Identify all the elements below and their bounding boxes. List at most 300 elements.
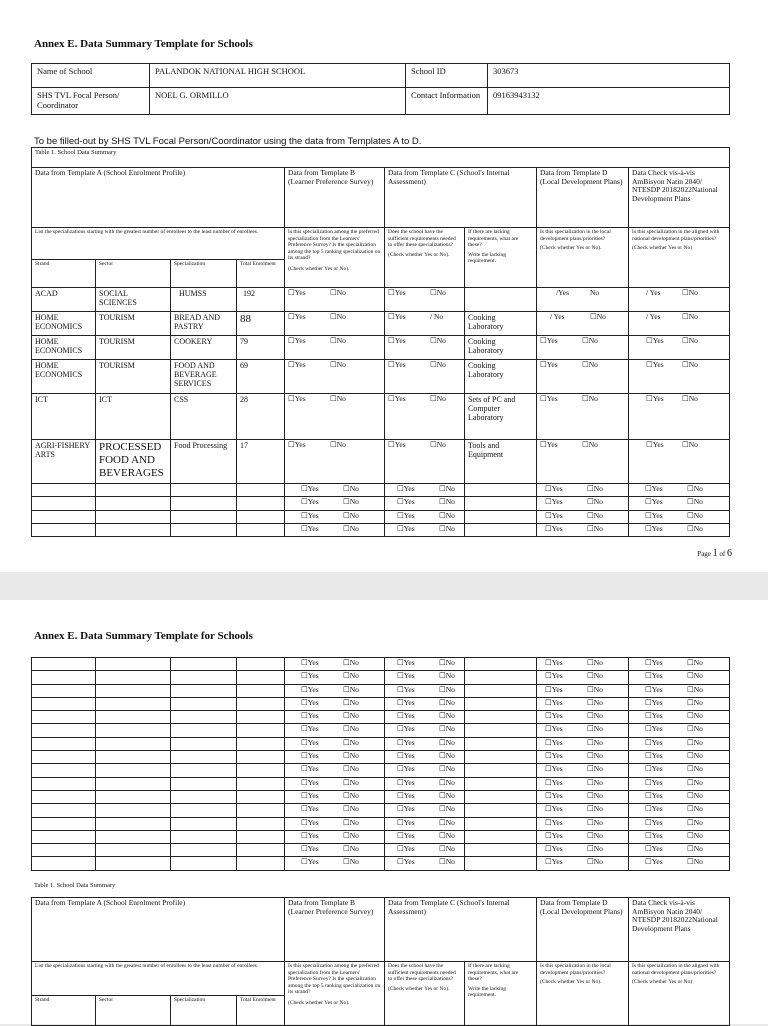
cell-specialization: BREAD AND PASTRY <box>171 312 237 336</box>
checkbox-yes[interactable]: ☐Yes <box>545 497 563 507</box>
checkbox-yes[interactable]: ☐Yes <box>545 697 563 707</box>
data-check-note: (Check whether Yes or No) <box>632 245 693 252</box>
empty-cell <box>237 684 285 697</box>
page-number <box>697 548 732 559</box>
checkbox-yes[interactable]: ☐Yes <box>397 671 415 681</box>
checkbox-no[interactable]: ☐No <box>587 684 603 694</box>
checkbox-yes[interactable]: ☐Yes <box>545 484 563 493</box>
empty-cell <box>237 751 285 764</box>
checkbox-yes[interactable]: ☐Yes <box>397 484 415 493</box>
empty-row <box>32 510 730 523</box>
checkbox-no[interactable]: ☐No <box>687 764 703 774</box>
checkbox-yes[interactable]: ☐Yes <box>646 336 664 345</box>
template-c-lacking <box>465 228 537 288</box>
checkbox-yes[interactable]: / Yes <box>646 288 661 297</box>
cell-total: 17 <box>237 440 285 484</box>
cell-specialization: HUMSS <box>171 288 237 312</box>
empty-cell <box>32 844 96 857</box>
checkbox-yes[interactable]: ☐Yes <box>397 751 415 761</box>
checkbox-yes[interactable]: ☐Yes <box>545 790 563 800</box>
checkbox-yes[interactable]: ☐Yes <box>388 440 406 449</box>
checkbox-no[interactable]: ☐No <box>587 671 603 681</box>
checkbox-yes[interactable]: ☐Yes <box>301 658 319 667</box>
checkbox-no[interactable]: ☐No <box>587 844 603 854</box>
checkbox-no[interactable]: ☐No <box>587 804 603 814</box>
checkbox-yes[interactable]: ☐Yes <box>388 394 406 403</box>
checkbox-yes[interactable]: ☐Yes <box>301 790 319 800</box>
checkbox-no[interactable]: ☐No <box>430 336 446 345</box>
empty-cell <box>96 671 171 684</box>
checkbox-no[interactable]: ☐No <box>439 697 455 707</box>
empty-cell <box>32 830 96 843</box>
cell-sector: SOCIAL SCIENCES <box>96 288 171 312</box>
checkbox-yes[interactable]: ☐Yes <box>301 830 319 840</box>
checkbox-no[interactable]: ☐No <box>587 777 603 787</box>
checkbox-yes[interactable]: ☐Yes <box>301 764 319 774</box>
checkbox-no[interactable]: ☐No <box>587 497 603 507</box>
checkbox-no[interactable]: ☐No <box>330 360 346 369</box>
checkbox-yes[interactable]: ☐Yes <box>645 737 663 747</box>
checkbox-no[interactable]: ☐No <box>439 671 455 681</box>
checkbox-yes[interactable]: ☐Yes <box>545 671 563 681</box>
checkbox-no[interactable]: ☐No <box>587 857 603 867</box>
checkbox-no[interactable]: ☐No <box>587 711 603 721</box>
checkbox-no[interactable]: ☐No <box>587 817 603 827</box>
checkbox-no[interactable]: ☐No <box>343 790 359 800</box>
checkbox-no[interactable]: ☐No <box>343 497 359 507</box>
checkbox-yes[interactable]: ☐Yes <box>301 523 319 533</box>
checkbox-yes[interactable]: / Yes <box>550 312 565 321</box>
checkbox-yes[interactable]: ☐Yes <box>645 658 663 667</box>
cell-template-d-check <box>537 724 629 737</box>
empty-cell <box>237 830 285 843</box>
checkbox-no[interactable]: ☐No <box>343 671 359 681</box>
empty-row <box>32 497 730 510</box>
checkbox-no[interactable]: ☐No <box>343 737 359 747</box>
cell-template-d-check <box>537 777 629 790</box>
checkbox-yes[interactable]: ☐Yes <box>397 684 415 694</box>
checkbox-no[interactable]: ☐No <box>687 777 703 787</box>
checkbox-no[interactable]: ☐No <box>682 440 698 449</box>
cell-lacking-requirement <box>465 711 537 724</box>
cell-specialization: Food Processing <box>171 440 237 484</box>
cell-template-d-check <box>537 510 629 523</box>
cell-data-check <box>629 830 730 843</box>
checkbox-yes[interactable]: ☐Yes <box>397 711 415 721</box>
cell-template-c-check <box>385 523 465 536</box>
checkbox-yes[interactable]: ☐Yes <box>540 440 558 449</box>
template-b-question <box>285 228 385 288</box>
cell-data-check <box>629 484 730 497</box>
checkbox-yes[interactable]: ☐Yes <box>545 751 563 761</box>
checkbox-no[interactable]: ☐No <box>439 737 455 747</box>
checkbox-yes[interactable]: ☐Yes <box>645 523 663 533</box>
checkbox-no[interactable]: ☐No <box>687 497 703 507</box>
checkbox-yes[interactable]: ☐Yes <box>301 711 319 721</box>
checkbox-no[interactable]: ☐No <box>343 777 359 787</box>
checkbox-no[interactable]: ☐No <box>430 288 446 297</box>
checkbox-no[interactable]: ☐No <box>682 312 698 321</box>
checkbox-yes[interactable]: ☐Yes <box>301 484 319 493</box>
checkbox-no[interactable]: ☐No <box>687 684 703 694</box>
checkbox-no[interactable]: ☐No <box>687 751 703 761</box>
empty-cell <box>96 764 171 777</box>
checkbox-yes[interactable]: ☐Yes <box>645 751 663 761</box>
checkbox-no[interactable]: ☐No <box>343 697 359 707</box>
checkbox-no[interactable]: ☐No <box>587 724 603 734</box>
checkbox-no[interactable]: ☐No <box>587 510 603 520</box>
checkbox-yes[interactable]: ☐Yes <box>645 484 663 493</box>
checkbox-no[interactable]: ☐No <box>330 336 346 345</box>
cell-lacking-requirement <box>465 857 537 870</box>
checkbox-yes[interactable]: ☐Yes <box>645 497 663 507</box>
empty-cell <box>96 830 171 843</box>
checkbox-no[interactable]: ☐No <box>343 751 359 761</box>
checkbox-no[interactable]: ☐No <box>687 830 703 840</box>
checkbox-yes[interactable]: ☐Yes <box>646 394 664 403</box>
checkbox-yes[interactable]: ☐Yes <box>645 777 663 787</box>
checkbox-yes[interactable]: ☐Yes <box>397 804 415 814</box>
checkbox-no[interactable]: ☐No <box>687 804 703 814</box>
checkbox-no[interactable]: ☐No <box>582 440 598 449</box>
empty-cell <box>32 857 96 870</box>
checkbox-yes[interactable]: ☐Yes <box>301 817 319 827</box>
checkbox-yes[interactable]: /Yes <box>556 288 569 297</box>
checkbox-no[interactable]: ☐No <box>439 484 455 493</box>
empty-cell <box>32 817 96 830</box>
checkbox-yes[interactable]: ☐Yes <box>288 288 306 297</box>
checkbox-no[interactable]: ☐No <box>439 724 455 734</box>
table-row <box>32 440 730 484</box>
checkbox-yes[interactable]: ☐Yes <box>545 711 563 721</box>
checkbox-no[interactable]: ☐No <box>343 724 359 734</box>
checkbox-yes[interactable]: ☐Yes <box>645 697 663 707</box>
checkbox-no[interactable]: ☐No <box>587 764 603 774</box>
checkbox-no[interactable]: ☐No <box>330 440 346 449</box>
checkbox-no[interactable]: ☐No <box>343 857 359 867</box>
document-page-2 <box>0 600 768 1024</box>
checkbox-yes[interactable]: ☐Yes <box>397 790 415 800</box>
checkbox-yes[interactable]: ☐Yes <box>288 336 306 345</box>
template-c-question <box>385 962 465 1026</box>
cell-data-check <box>629 510 730 523</box>
checkbox-yes[interactable]: ☐Yes <box>301 510 319 520</box>
checkbox-yes[interactable]: ☐Yes <box>301 684 319 694</box>
cell-template-c-check <box>385 857 465 870</box>
checkbox-no[interactable]: ☐No <box>343 658 359 667</box>
checkbox-no[interactable]: ☐No <box>687 790 703 800</box>
checkbox-no[interactable]: ☐No <box>330 288 346 297</box>
contact-label: Contact Information <box>406 88 488 115</box>
checkbox-no[interactable]: ☐No <box>687 671 703 681</box>
checkbox-yes[interactable]: ☐Yes <box>645 857 663 867</box>
checkbox-no[interactable]: ☐No <box>439 790 455 800</box>
cell-template-b-check <box>285 671 385 684</box>
checkbox-yes[interactable]: ☐Yes <box>645 817 663 827</box>
checkbox-yes[interactable]: ☐Yes <box>301 751 319 761</box>
checkbox-yes[interactable]: ☐Yes <box>397 777 415 787</box>
checkbox-no[interactable]: ☐No <box>587 790 603 800</box>
checkbox-yes[interactable]: ☐Yes <box>397 817 415 827</box>
checkbox-yes[interactable]: ☐Yes <box>545 764 563 774</box>
empty-cell <box>96 697 171 710</box>
checkbox-no[interactable]: ☐No <box>587 751 603 761</box>
checkbox-yes[interactable]: ☐Yes <box>646 440 664 449</box>
checkbox-no[interactable]: ☐No <box>682 336 698 345</box>
checkbox-no[interactable]: ☐No <box>343 711 359 721</box>
checkbox-no[interactable]: / No <box>430 312 444 321</box>
table-row <box>32 394 730 440</box>
checkbox-no[interactable]: ☐No <box>682 360 698 369</box>
checkbox-no[interactable]: ☐No <box>343 484 359 493</box>
empty-cell <box>237 844 285 857</box>
header-template-b-title: Data from Template B (Learner Preference Survey) <box>288 168 374 186</box>
checkbox-yes[interactable]: ☐Yes <box>645 844 663 854</box>
checkbox-no[interactable]: ☐No <box>582 360 598 369</box>
template-c-question <box>385 228 465 288</box>
checkbox-no[interactable]: ☐No <box>343 523 359 533</box>
template-c-lacking-note: Write the lacking requirement. <box>468 251 506 265</box>
cell-template-b-check <box>285 510 385 523</box>
cell-template-d-check <box>537 440 629 484</box>
checkbox-yes[interactable]: ☐Yes <box>540 360 558 369</box>
page-label: Page <box>697 550 711 558</box>
checkbox-no[interactable]: ☐No <box>587 484 603 493</box>
checkbox-yes[interactable]: ☐Yes <box>397 697 415 707</box>
checkbox-yes[interactable]: ☐Yes <box>397 497 415 507</box>
checkbox-yes[interactable]: ☐Yes <box>288 360 306 369</box>
data-check-question-text: Is this specialization in the aligned with national development plans/priorities? <box>632 963 720 976</box>
checkbox-yes[interactable]: ☐Yes <box>545 724 563 734</box>
checkbox-yes[interactable]: ☐Yes <box>397 857 415 867</box>
cell-template-b-check <box>285 764 385 777</box>
checkbox-yes[interactable]: / Yes <box>646 312 661 321</box>
template-d-question <box>537 228 629 288</box>
checkbox-no[interactable]: ☐No <box>343 830 359 840</box>
checkbox-no[interactable]: ☐No <box>687 737 703 747</box>
checkbox-yes[interactable]: ☐Yes <box>288 312 306 321</box>
empty-cell <box>32 523 96 536</box>
checkbox-no[interactable]: ☐No <box>587 523 603 533</box>
checkbox-no[interactable]: ☐No <box>439 804 455 814</box>
checkbox-yes[interactable]: ☐Yes <box>397 844 415 854</box>
checkbox-yes[interactable]: ☐Yes <box>645 804 663 814</box>
checkbox-yes[interactable]: ☐Yes <box>545 737 563 747</box>
empty-cell <box>171 857 237 870</box>
col-total-enrolment-header: Total Enrolment <box>237 260 285 288</box>
checkbox-no[interactable]: ☐No <box>430 394 446 403</box>
checkbox-no[interactable]: ☐No <box>430 440 446 449</box>
checkbox-no[interactable]: ☐No <box>439 857 455 867</box>
template-b-question <box>285 962 385 1026</box>
empty-cell <box>96 751 171 764</box>
checkbox-no[interactable]: ☐No <box>439 510 455 520</box>
cell-data-check <box>629 671 730 684</box>
cell-strand: HOME ECONOMICS <box>32 312 96 336</box>
checkbox-yes[interactable]: ☐Yes <box>301 844 319 854</box>
cell-strand: ICT <box>32 394 96 440</box>
checkbox-yes[interactable]: ☐Yes <box>397 523 415 533</box>
checkbox-no[interactable]: ☐No <box>439 751 455 761</box>
cell-lacking-requirement <box>465 737 537 750</box>
checkbox-yes[interactable]: ☐Yes <box>645 724 663 734</box>
checkbox-no[interactable]: ☐No <box>439 777 455 787</box>
checkbox-no[interactable]: ☐No <box>343 764 359 774</box>
cell-template-d-check <box>537 737 629 750</box>
cell-template-b-check <box>285 336 385 360</box>
checkbox-yes[interactable]: ☐Yes <box>301 724 319 734</box>
checkbox-no[interactable]: ☐No <box>590 312 606 321</box>
checkbox-yes[interactable]: ☐Yes <box>288 440 306 449</box>
checkbox-yes[interactable]: ☐Yes <box>388 288 406 297</box>
checkbox-yes[interactable]: ☐Yes <box>645 671 663 681</box>
checkbox-yes[interactable]: ☐Yes <box>645 790 663 800</box>
template-b-question-text: Is this specialization among the preferred specialization from the Learners' Preference Survey? Is the specialization among the top 5 ranking specialization on its strand? <box>288 963 381 996</box>
checkbox-yes[interactable]: ☐Yes <box>545 523 563 533</box>
empty-cell <box>32 764 96 777</box>
checkbox-yes[interactable]: ☐Yes <box>397 510 415 520</box>
empty-cell <box>32 497 96 510</box>
checkbox-yes[interactable]: ☐Yes <box>301 804 319 814</box>
checkbox-no[interactable]: ☐No <box>439 830 455 840</box>
checkbox-no[interactable]: ☐No <box>439 844 455 854</box>
empty-cell <box>96 497 171 510</box>
template-b-check-note: (Check whether Yes or No). <box>288 265 350 272</box>
checkbox-no[interactable]: ☐No <box>682 394 698 403</box>
cell-template-d-check <box>537 857 629 870</box>
cell-template-c-check <box>385 484 465 497</box>
checkbox-no[interactable]: ☐No <box>687 724 703 734</box>
checkbox-yes[interactable]: ☐Yes <box>301 671 319 681</box>
cell-template-c-check <box>385 510 465 523</box>
checkbox-no[interactable]: ☐No <box>587 830 603 840</box>
checkbox-no[interactable]: ☐No <box>343 804 359 814</box>
checkbox-yes[interactable]: ☐Yes <box>301 857 319 867</box>
empty-cell <box>171 764 237 777</box>
checkbox-yes[interactable]: ☐Yes <box>645 830 663 840</box>
cell-template-d-check <box>537 711 629 724</box>
template-c-question-text: Does the school have the sufficient requirements needed to offer these specializations? <box>388 963 456 983</box>
cell-template-b-check <box>285 658 385 671</box>
checkbox-yes[interactable]: ☐Yes <box>545 844 563 854</box>
checkbox-no[interactable]: ☐No <box>687 510 703 520</box>
cell-template-c-check <box>385 440 465 484</box>
data-check-question-text: Is this specialization in the aligned with national development plans/priorities? <box>632 229 720 242</box>
checkbox-no[interactable]: ☐No <box>582 394 598 403</box>
checkbox-no[interactable]: ☐No <box>343 684 359 694</box>
checkbox-no[interactable]: ☐No <box>439 764 455 774</box>
checkbox-yes[interactable]: ☐Yes <box>545 510 563 520</box>
cell-data-check <box>629 440 730 484</box>
checkbox-yes[interactable]: ☐Yes <box>545 658 563 667</box>
checkbox-no[interactable]: ☐No <box>687 844 703 854</box>
cell-template-c-check <box>385 360 465 394</box>
template-b-check-note: (Check whether Yes or No). <box>288 999 350 1006</box>
empty-cell <box>32 671 96 684</box>
checkbox-yes[interactable]: ☐Yes <box>545 817 563 827</box>
checkbox-yes[interactable]: ☐Yes <box>397 764 415 774</box>
checkbox-no[interactable]: ☐No <box>439 684 455 694</box>
cell-template-d-check <box>537 360 629 394</box>
template-d-question-text: Is this specialization in the local development plans/priorities? <box>540 229 611 242</box>
checkbox-yes[interactable]: ☐Yes <box>645 684 663 694</box>
checkbox-no[interactable]: ☐No <box>343 510 359 520</box>
checkbox-yes[interactable]: ☐Yes <box>545 804 563 814</box>
checkbox-yes[interactable]: ☐Yes <box>645 711 663 721</box>
empty-cell <box>237 857 285 870</box>
checkbox-yes[interactable]: ☐Yes <box>388 360 406 369</box>
school-info-table <box>31 63 730 115</box>
checkbox-no[interactable]: ☐No <box>343 817 359 827</box>
checkbox-no[interactable]: ☐No <box>587 697 603 707</box>
cell-template-b-check <box>285 777 385 790</box>
checkbox-no[interactable]: ☐No <box>687 523 703 533</box>
cell-sector: PROCESSED FOOD AND BEVERAGES <box>96 440 171 484</box>
checkbox-yes[interactable]: ☐Yes <box>397 724 415 734</box>
cell-data-check <box>629 394 730 440</box>
checkbox-yes[interactable]: ☐Yes <box>540 394 558 403</box>
checkbox-no[interactable]: ☐No <box>439 711 455 721</box>
checkbox-yes[interactable]: ☐Yes <box>645 764 663 774</box>
checkbox-yes[interactable]: ☐Yes <box>545 830 563 840</box>
checkbox-yes[interactable]: ☐Yes <box>545 777 563 787</box>
checkbox-yes[interactable]: ☐Yes <box>301 777 319 787</box>
checkbox-no[interactable]: ☐No <box>439 523 455 533</box>
checkbox-no[interactable]: No <box>590 288 600 297</box>
checkbox-no[interactable]: ☐No <box>687 484 703 493</box>
cell-specialization: FOOD AND BEVERAGE SERVICES <box>171 360 237 394</box>
checkbox-yes[interactable]: ☐Yes <box>301 497 319 507</box>
checkbox-yes[interactable]: ☐Yes <box>397 658 415 667</box>
checkbox-no[interactable]: ☐No <box>439 658 455 667</box>
empty-cell <box>171 737 237 750</box>
checkbox-yes[interactable]: ☐Yes <box>545 857 563 867</box>
checkbox-no[interactable]: ☐No <box>687 697 703 707</box>
checkbox-no[interactable]: ☐No <box>439 817 455 827</box>
empty-cell <box>96 658 171 671</box>
checkbox-yes[interactable]: ☐Yes <box>397 830 415 840</box>
checkbox-yes[interactable]: ☐Yes <box>288 394 306 403</box>
checkbox-no[interactable]: ☐No <box>687 711 703 721</box>
checkbox-no[interactable]: ☐No <box>330 312 346 321</box>
checkbox-yes[interactable]: ☐Yes <box>388 336 406 345</box>
checkbox-yes[interactable]: ☐Yes <box>388 312 406 321</box>
continuation-table <box>31 657 730 871</box>
checkbox-no[interactable]: ☐No <box>682 288 698 297</box>
checkbox-no[interactable]: ☐No <box>687 658 703 667</box>
checkbox-yes[interactable]: ☐Yes <box>645 510 663 520</box>
empty-row <box>32 790 730 803</box>
checkbox-yes[interactable]: ☐Yes <box>540 336 558 345</box>
checkbox-no[interactable]: ☐No <box>687 817 703 827</box>
checkbox-no[interactable]: ☐No <box>330 394 346 403</box>
checkbox-yes[interactable]: ☐Yes <box>545 684 563 694</box>
template-c-lacking-question: If there are lacking requirements, what are these? <box>468 963 519 983</box>
checkbox-yes[interactable]: ☐Yes <box>301 697 319 707</box>
checkbox-yes[interactable]: ☐Yes <box>397 737 415 747</box>
checkbox-no[interactable]: ☐No <box>582 336 598 345</box>
checkbox-no[interactable]: ☐No <box>587 658 603 667</box>
checkbox-no[interactable]: ☐No <box>687 857 703 867</box>
checkbox-no[interactable]: ☐No <box>587 737 603 747</box>
checkbox-yes[interactable]: ☐Yes <box>301 737 319 747</box>
empty-cell <box>32 658 96 671</box>
checkbox-no[interactable]: ☐No <box>430 360 446 369</box>
checkbox-yes[interactable]: ☐Yes <box>646 360 664 369</box>
empty-row <box>32 737 730 750</box>
checkbox-no[interactable]: ☐No <box>439 497 455 507</box>
checkbox-no[interactable]: ☐No <box>343 844 359 854</box>
